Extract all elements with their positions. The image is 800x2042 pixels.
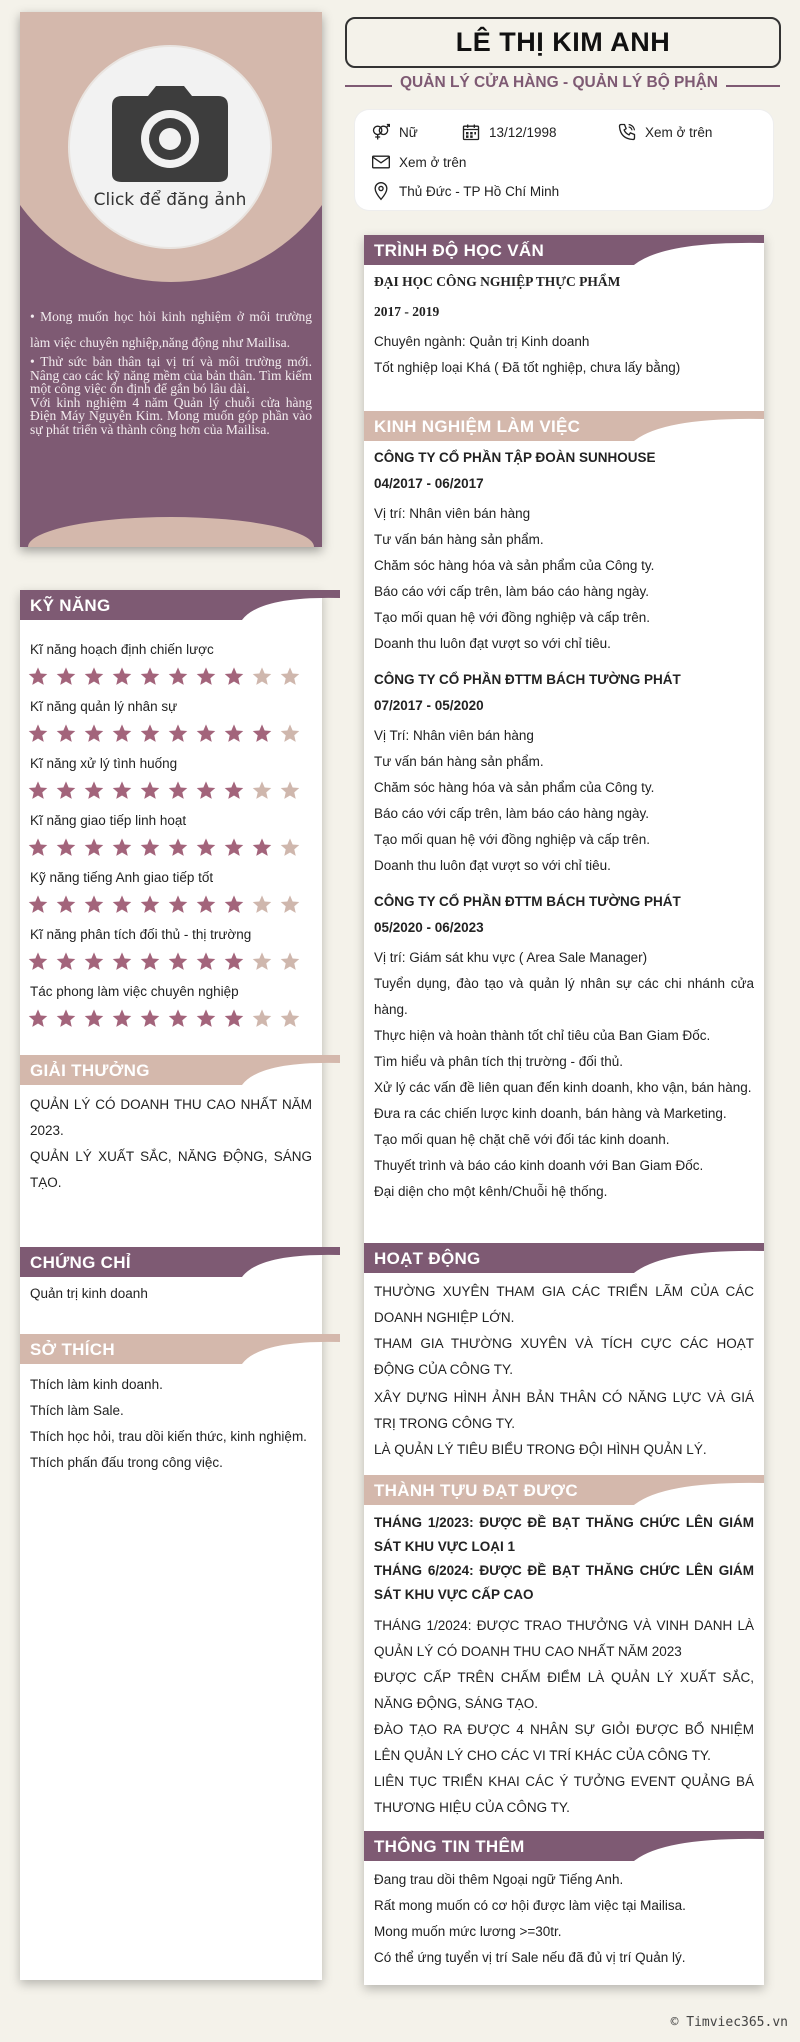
achievement-item: ĐƯỢC CẤP TRÊN CHẤM ĐIỂM LÀ QUẢN LÝ XUẤT SẮC, NĂNG ĐỘNG, SÁNG TẠO. <box>374 1670 754 1711</box>
education-section <box>364 235 764 375</box>
star-icon <box>26 837 50 857</box>
skill-rating <box>26 951 302 971</box>
hobby-item: Thích phấn đấu trong công việc. <box>30 1455 223 1470</box>
hobby-item: Thích làm kinh doanh. <box>30 1377 163 1392</box>
star-icon <box>250 951 274 971</box>
star-icon <box>54 1008 78 1028</box>
skill-rating <box>26 780 302 800</box>
job-duty-line: Thực hiện và hoàn thành tốt chỉ tiêu của Ban Giam Đốc. <box>374 1028 711 1043</box>
hobby-item: Thích học hỏi, trau dồi kiến thức, kinh nghiệm. <box>30 1429 307 1444</box>
star-icon <box>166 1008 190 1028</box>
star-icon <box>166 723 190 743</box>
activities-section <box>364 1243 764 1457</box>
achievement-item: LIÊN TỤC TRIỂN KHAI CÁC Ý TƯỞNG EVENT QUẢNG BÁ THƯƠNG HIỆU CỦA CÔNG TY. <box>374 1774 754 1815</box>
star-icon <box>250 780 274 800</box>
achievements-section <box>364 1475 764 1815</box>
star-icon <box>250 894 274 914</box>
star-icon <box>82 666 106 686</box>
phone-field <box>617 122 712 142</box>
objective-line: • Mong muốn học hỏi kinh nghiệm ở môi trường làm việc chuyên nghiệp,năng động như Mailisa. <box>30 309 312 350</box>
star-icon <box>26 1008 50 1028</box>
job-period: 07/2017 - 05/2020 <box>374 698 484 713</box>
star-icon <box>110 723 134 743</box>
job-duty-line: Doanh thu luôn đạt vượt so với chỉ tiêu. <box>374 636 611 651</box>
education-title: TRÌNH ĐỘ HỌC VẤN <box>374 241 545 260</box>
star-icon <box>194 780 218 800</box>
star-icon <box>138 1008 162 1028</box>
activity-item: XÂY DỰNG HÌNH ẢNH BẢN THÂN CÓ NĂNG LỰC VÀ GIÁ TRỊ TRONG CÔNG TY. <box>374 1390 754 1431</box>
gender-field <box>371 122 418 142</box>
star-icon <box>54 894 78 914</box>
birthday-value: 13/12/1998 <box>489 124 557 140</box>
cert-item: Quản trị kinh doanh <box>30 1286 148 1301</box>
certs-header <box>20 1247 322 1277</box>
job-duty-line: Báo cáo với cấp trên, làm báo cáo hàng ngày. <box>374 584 650 599</box>
job-duty-line: Đại diện cho một kênh/Chuỗi hệ thống. <box>374 1184 608 1199</box>
star-icon <box>194 837 218 857</box>
activities-title: HOẠT ĐỘNG <box>374 1249 481 1268</box>
skill-name: Kỹ năng tiếng Anh giao tiếp tốt <box>30 870 214 885</box>
star-icon <box>110 951 134 971</box>
star-icon <box>110 837 134 857</box>
achievement-item: THÁNG 1/2023: ĐƯỢC ĐỀ BẠT THĂNG CHỨC LÊN GIÁM SÁT KHU VỰC LOẠI 1 <box>374 1515 754 1554</box>
star-icon <box>82 837 106 857</box>
objective-line: • Thử sức bản thân tại vị trí và môi trường mới. Nâng cao các kỹ năng mềm của bản thân. Tìm kiếm một công việc ổn định để gắn bó lâu dài. <box>30 354 312 397</box>
job-duty-line: Xử lý các vấn đề liên quan đến kinh doanh, kho vận, bán hàng. <box>374 1080 752 1095</box>
achievement-item: ĐÀO TẠO RA ĐƯỢC 4 NHÂN SỰ GIỎI ĐƯỢC BỔ NHIỆM LÊN QUẢN LÝ CHO CÁC VI TRÍ KHÁC CỦA CÔNG TY. <box>374 1722 754 1763</box>
phone-icon <box>617 122 637 142</box>
star-icon <box>110 894 134 914</box>
star-icon <box>222 1008 246 1028</box>
job-period: 04/2017 - 06/2017 <box>374 476 484 491</box>
star-icon <box>278 837 302 857</box>
job-duty-line: Tạo mối quan hệ với đồng nghiệp và cấp trên. <box>374 832 651 847</box>
star-icon <box>138 951 162 971</box>
skill-rating <box>26 1008 302 1028</box>
star-icon <box>278 1008 302 1028</box>
star-icon <box>194 951 218 971</box>
extra-info-item: Có thể ứng tuyển vị trí Sale nếu đã đủ vị trí Quản lý. <box>374 1950 686 1965</box>
job-duty-line: Doanh thu luôn đạt vượt so với chỉ tiêu. <box>374 858 611 873</box>
star-icon <box>138 666 162 686</box>
star-icon <box>138 837 162 857</box>
star-icon <box>194 723 218 743</box>
decor-curve <box>28 517 314 547</box>
job-duty-line: Báo cáo với cấp trên, làm báo cáo hàng ngày. <box>374 806 650 821</box>
star-icon <box>278 951 302 971</box>
company-name: CÔNG TY CỔ PHẦN ĐTTM BÁCH TƯỜNG PHÁT <box>374 672 681 687</box>
star-icon <box>138 723 162 743</box>
awards-title: GIẢI THƯỞNG <box>30 1061 150 1080</box>
star-icon <box>138 780 162 800</box>
birthday-field <box>461 122 557 142</box>
hobbies-list <box>30 1372 307 1476</box>
email-icon <box>371 152 391 172</box>
star-icon <box>250 837 274 857</box>
skill-name: Kĩ năng giao tiếp linh hoạt <box>30 813 187 828</box>
award-item: QUẢN LÝ CÓ DOANH THU CAO NHẤT NĂM 2023. <box>30 1097 312 1138</box>
star-icon <box>222 723 246 743</box>
job-duty-line: Chăm sóc hàng hóa và sản phẩm của Công ty. <box>374 558 655 573</box>
star-icon <box>26 894 50 914</box>
star-icon <box>166 780 190 800</box>
job-duty-line: Tuyển dụng, đào tạo và quản lý nhân sự các chi nhánh cửa hàng. <box>374 976 754 1017</box>
job-duty-line: Đưa ra các chiến lược kinh doanh, bán hàng và Marketing. <box>374 1106 727 1121</box>
star-icon <box>278 780 302 800</box>
skill-name: Kĩ năng xử lý tình huống <box>30 756 178 771</box>
extra-info-section <box>364 1831 764 1965</box>
gender-icon <box>371 122 391 142</box>
contact-card <box>355 110 773 210</box>
skill-name: Tác phong làm việc chuyên nghiệp <box>30 984 239 999</box>
candidate-name: LÊ THỊ KIM ANH <box>345 17 781 68</box>
profile-card <box>20 12 322 547</box>
education-years: 2017 - 2019 <box>374 304 440 319</box>
extra-info-item: Đang trau dồi thêm Ngoại ngữ Tiếng Anh. <box>374 1872 624 1887</box>
school-name: ĐẠI HỌC CÔNG NGHIỆP THỰC PHẨM <box>374 274 621 289</box>
skill-rating <box>26 723 302 743</box>
star-icon <box>166 894 190 914</box>
job-title: QUẢN LÝ CỬA HÀNG - QUẢN LÝ BỘ PHẬN <box>392 74 726 92</box>
photo-label: Click để đăng ảnh <box>93 190 247 210</box>
star-icon <box>82 951 106 971</box>
skill-name: Kĩ năng hoạch định chiến lược <box>30 642 214 657</box>
extra-info-item: Rất mong muốn có cơ hội được làm việc tại Mailisa. <box>374 1898 686 1913</box>
star-icon <box>54 837 78 857</box>
hobbies-header <box>20 1334 322 1364</box>
star-icon <box>250 723 274 743</box>
education-grade: Tốt nghiệp loại Khá ( Đã tốt nghiệp, chưa lấy bằng) <box>374 360 681 375</box>
achievement-item: THÁNG 6/2024: ĐƯỢC ĐỀ BẠT THĂNG CHỨC LÊN GIÁM SÁT KHU VỰC CẤP CAO <box>374 1563 754 1602</box>
star-icon <box>278 666 302 686</box>
star-icon <box>222 837 246 857</box>
skill-name: Kĩ năng quản lý nhân sự <box>30 699 178 714</box>
skills-header <box>20 590 322 620</box>
star-icon <box>26 951 50 971</box>
right-column <box>364 235 764 1985</box>
star-icon <box>222 780 246 800</box>
star-icon <box>194 1008 218 1028</box>
star-icon <box>194 894 218 914</box>
star-icon <box>82 1008 106 1028</box>
awards-list <box>30 1092 312 1196</box>
star-icon <box>26 723 50 743</box>
star-icon <box>82 780 106 800</box>
job-duty-line: Thuyết trình và báo cáo kinh doanh với Ban Giam Đốc. <box>374 1158 704 1173</box>
star-icon <box>278 894 302 914</box>
gender-value: Nữ <box>399 124 418 140</box>
skill-rating <box>26 894 302 914</box>
star-icon <box>110 1008 134 1028</box>
phone-value: Xem ở trên <box>645 124 713 140</box>
star-icon <box>82 894 106 914</box>
skills-title: KỸ NĂNG <box>30 596 111 615</box>
star-icon <box>166 837 190 857</box>
achievements-title: THÀNH TỰU ĐẠT ĐƯỢC <box>374 1481 578 1500</box>
star-icon <box>166 951 190 971</box>
extra-info-title: THÔNG TIN THÊM <box>374 1837 525 1856</box>
job-duty-line: Tư vấn bán hàng sản phẩm. <box>374 754 544 769</box>
star-icon <box>54 723 78 743</box>
job-duty-line: Tạo mối quan hệ với đồng nghiệp và cấp trên. <box>374 610 651 625</box>
email-field <box>371 152 466 172</box>
company-name: CÔNG TY CỔ PHẦN ĐTTM BÁCH TƯỜNG PHÁT <box>374 894 681 909</box>
star-icon <box>54 951 78 971</box>
star-icon <box>26 666 50 686</box>
experience-title: KINH NGHIỆM LÀM VIỆC <box>374 417 581 436</box>
job-duty-line: Tạo mối quan hệ chặt chẽ với đối tác kinh doanh. <box>374 1132 670 1147</box>
job-duties <box>374 501 754 657</box>
footer-credit: © Timviec365.vn <box>670 2015 788 2030</box>
activity-item: THAM GIA THƯỜNG XUYÊN VÀ TÍCH CỰC CÁC HOẠT ĐỘNG CỦA CÔNG TY. <box>374 1336 754 1377</box>
location-pin-icon <box>371 181 391 201</box>
extra-info-item: Mong muốn mức lương >=30tr. <box>374 1924 562 1939</box>
job-duty-line: Vị trí: Giám sát khu vực ( Area Sale Manager) <box>374 950 648 965</box>
job-duties <box>374 723 754 879</box>
activity-item: THƯỜNG XUYÊN THAM GIA CÁC TRIỂN LÃM CỦA CÁC DOANH NGHIỆP LỚN. <box>374 1284 754 1325</box>
hobbies-title: SỞ THÍCH <box>30 1340 115 1359</box>
address-value: Thủ Đức - TP Hồ Chí Minh <box>399 183 560 199</box>
star-icon <box>250 666 274 686</box>
email-value: Xem ở trên <box>399 154 467 170</box>
star-icon <box>110 780 134 800</box>
star-icon <box>110 666 134 686</box>
address-field <box>371 181 559 201</box>
company-name: CÔNG TY CỔ PHẦN TẬP ĐOÀN SUNHOUSE <box>374 450 656 465</box>
star-icon <box>222 894 246 914</box>
star-icon <box>194 666 218 686</box>
star-icon <box>138 894 162 914</box>
star-icon <box>54 780 78 800</box>
achievement-item: THÁNG 1/2024: ĐƯỢC TRAO THƯỞNG VÀ VINH DANH LÀ QUẢN LÝ CÓ DOANH THU CAO NHẤT NĂM 2023 <box>374 1618 754 1659</box>
award-item: QUẢN LÝ XUẤT SẮC, NĂNG ĐỘNG, SÁNG TẠO. <box>30 1149 312 1190</box>
job-duties <box>374 945 754 1205</box>
calendar-icon <box>461 122 481 142</box>
star-icon <box>278 723 302 743</box>
star-icon <box>250 1008 274 1028</box>
camera-icon <box>110 84 230 184</box>
career-objective <box>30 304 312 436</box>
job-duty-line: Vị Trí: Nhân viên bán hàng <box>374 728 534 743</box>
job-duty-line: Chăm sóc hàng hóa và sản phẩm của Công ty. <box>374 780 655 795</box>
experience-section <box>364 411 764 1199</box>
job-duty-line: Tư vấn bán hàng sản phẩm. <box>374 532 544 547</box>
star-icon <box>82 723 106 743</box>
job-period: 05/2020 - 06/2023 <box>374 920 484 935</box>
star-icon <box>26 780 50 800</box>
left-column <box>20 590 322 1980</box>
hobby-item: Thích làm Sale. <box>30 1403 124 1418</box>
skill-rating <box>26 666 302 686</box>
skill-rating <box>26 837 302 857</box>
activity-item: LÀ QUẢN LÝ TIÊU BIỂU TRONG ĐỘI HÌNH QUẢN LÝ. <box>374 1442 707 1457</box>
job-duty-line: Vị trí: Nhân viên bán hàng <box>374 506 531 521</box>
skill-name: Kĩ năng phân tích đối thủ - thị trường <box>30 927 252 942</box>
job-duty-line: Tìm hiểu và phân tích thị trường - đối thủ. <box>374 1054 624 1069</box>
objective-line: Với kinh nghiệm 4 năm Quản lý chuỗi cửa hàng Điện Máy Nguyễn Kim. Mong muốn góp phần vào sự phát triển và thành công hơn của Mailisa. <box>30 394 312 437</box>
star-icon <box>166 666 190 686</box>
awards-header <box>20 1055 322 1085</box>
star-icon <box>222 951 246 971</box>
certs-title: CHỨNG CHỈ <box>30 1253 131 1272</box>
photo-upload[interactable] <box>70 47 270 247</box>
star-icon <box>54 666 78 686</box>
star-icon <box>222 666 246 686</box>
education-major: Chuyên ngành: Quản trị Kinh doanh <box>374 334 590 349</box>
